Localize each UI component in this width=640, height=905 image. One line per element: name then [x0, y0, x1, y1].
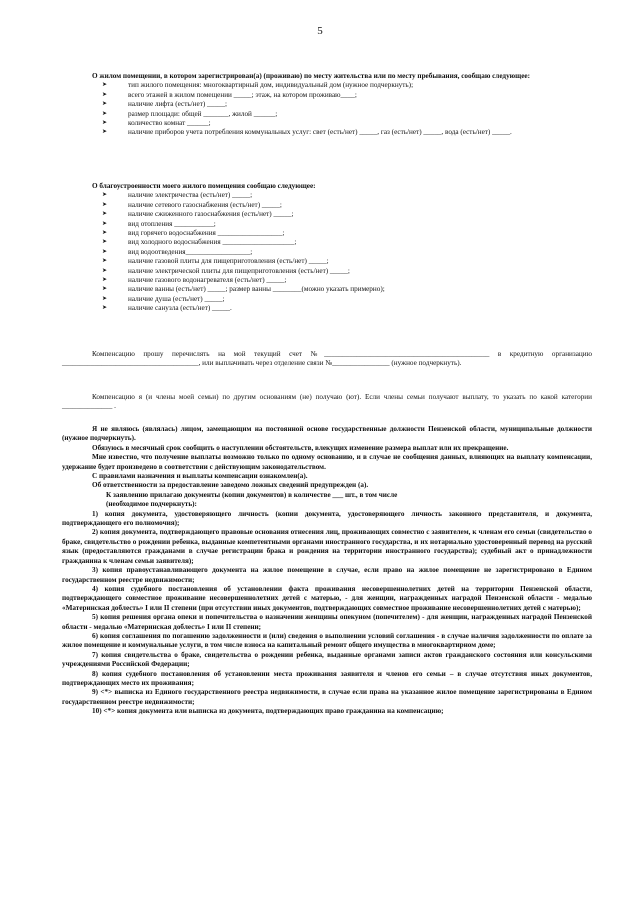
document-item: 3) копия правоустанавливающего документа на жилое помещение в случае, если право на жилое помещение не зарегистрировано в Едином государственном реестре недвижимости; — [62, 566, 592, 584]
document-item: 4) копия судебного постановления об установлении факта проживания несовершеннолетних детей на территории Пензенской области, подтверждающего совместное проживание несовершеннолетних детей с матерью, - для женщин, награжденных наградой Пензенской области - медалью «Материнская доблесть» I или II степени (при отсутствии иных документов, подтверждающих совместное проживание несовершеннолетних детей с матерью); — [62, 584, 592, 612]
list-item: ➤ вид отопления ___________; — [102, 219, 216, 228]
list-item: ➤ наличие газовой плиты для пищеприготовления (есть/нет) _____; — [102, 257, 329, 266]
arrow-bullet-icon: ➤ — [102, 110, 108, 117]
arrow-bullet-icon: ➤ — [102, 277, 108, 284]
arrow-bullet-icon: ➤ — [102, 295, 108, 302]
list-item: ➤ наличие газового водонагревателя (есть/нет) _____; — [102, 276, 287, 285]
list-item: ➤ наличие электрической плиты для пищеприготовления (есть/нет) _____; — [102, 266, 350, 275]
list-item: ➤ тип жилого помещения: многоквартирный дом, индивидуальный дом (нужное подчеркнуть); — [102, 81, 414, 90]
compensation-other-block — [62, 393, 592, 412]
document-item: 2) копия документа, подтверждающего правовые основания отнесения лиц, проживающих совместно с заявителем, к членам его семьи (свидетельство о браке, свидетельство о рождении ребенка, выданные компетентными органами иностранного государства, и их нотариально удостоверенный перевод на русский язык (предоставляются гражданами в случае регистрации брака и рождения на территории иностранного государства); судебный акт о принадлежности гражданина к членам семьи заявителя); — [62, 528, 592, 565]
declaration-paragraph: Я не являюсь (являлась) лицом, замещающим на постоянной основе государственные должности Пензенской области, муниципальные должности (нужное подчеркнуть). — [62, 425, 592, 443]
page-number: 5 — [317, 25, 323, 37]
list-item: ➤ вид водоотведения__________________; — [102, 247, 253, 256]
living-section — [62, 72, 592, 138]
list-item: ➤ наличие сжиженного газоснабжения (есть/нет) _____; — [102, 210, 294, 219]
amenities-section — [62, 182, 592, 314]
compensation-transfer-block — [62, 350, 592, 369]
amenities-list — [62, 191, 592, 313]
declaration-paragraph: Об ответственности за предоставление заведомо ложных сведений предупрежден (а). — [92, 481, 369, 490]
declaration-paragraph: С правилами назначения и выплаты компенсации ознакомлен(а). — [92, 472, 308, 481]
list-item: ➤ всего этажей в жилом помещении _____; этаж, на котором проживаю____; — [102, 90, 357, 99]
living-heading: О жилом помещении, в котором зарегистрирован(а) (проживаю) по месту жительства или по месту пребывания, сообщаю следующее: — [92, 72, 531, 80]
document-item: 7) копия свидетельства о браке, свидетельства о рождении ребенка, выданные органами записи актов гражданского состояния или консульскими учреждениями Российской Федерации; — [62, 650, 592, 669]
arrow-bullet-icon: ➤ — [102, 267, 108, 274]
arrow-bullet-icon: ➤ — [102, 230, 108, 237]
list-item: ➤ наличие душа (есть/нет) _____; — [102, 294, 225, 303]
declaration-paragraph: (необходимое подчеркнуть): — [106, 500, 197, 509]
compensation-transfer-text: Компенсацию прошу перечислять на мой текущий счет №______________________________________________ в кредитную организацию ______________________________________, или выплачивать через отделение связи №________________ (нужное подчеркнуть). — [62, 350, 592, 368]
document-item: 8) копия судебного постановления об установлении места проживания заявителя и членов его семьи – в случае отсутствия иных документов, подтверждающих место их проживания; — [62, 669, 592, 687]
list-item: ➤ количество комнат ______; — [102, 119, 211, 128]
arrow-bullet-icon: ➤ — [102, 192, 108, 199]
list-item: ➤ наличие сетевого газоснабжения (есть/нет) _____; — [102, 200, 282, 209]
arrow-bullet-icon: ➤ — [102, 201, 108, 208]
arrow-bullet-icon: ➤ — [102, 91, 108, 98]
list-item: ➤ вид холодного водоснабжения ____________________; — [102, 238, 297, 247]
declaration-paragraph: Обязуюсь в месячный срок сообщить о наступлении обстоятельств, влекущих изменение размера выплат или их прекращение. — [92, 443, 509, 452]
document-item: 5) копия решения органа опеки и попечительства о назначении женщины опекуном (попечителем) - для женщин, награжденных наградой Пензенской области - медалью «Материнская доблесть» I или II степени; — [62, 613, 592, 631]
document-item: 1) копия документа, удостоверяющего личность (копии документа, удостоверяющего личность законного представителя, и документа, подтверждающего его полномочия); — [62, 509, 592, 528]
living-list — [62, 81, 592, 137]
arrow-bullet-icon: ➤ — [102, 248, 108, 255]
document-item: 9) <*> выписка из Единого государственного реестра недвижимости, в случае если права на указанное жилое помещение зарегистрированы в Едином государственном реестре недвижимости; — [62, 688, 592, 706]
arrow-bullet-icon: ➤ — [102, 305, 108, 312]
document-item: 6) копия соглашения по погашению задолженности и (или) сведения о выполнении условий соглашения - в случае наличия задолженности по оплате за жилое помещение и коммунальные услуги, в том числе взноса на капитальный ремонт общего имущества в многоквартирном доме; — [62, 631, 592, 650]
list-item: ➤ размер площади: общей _______, жилой ______; — [102, 109, 278, 118]
document-item: 10) <*> копия документа или выписка из документа, подтверждающих право гражданина на компенсацию; — [92, 707, 444, 716]
documents-list — [62, 510, 592, 717]
list-item: ➤ наличие ванны (есть/нет) _____; размер ванны ________(можно указать примерно); — [102, 285, 385, 294]
list-item: ➤ наличие приборов учета потребления коммунальных услуг: свет (есть/нет) _____, газ (есть/нет) _____, вода (есть/нет) _____. — [102, 128, 512, 137]
arrow-bullet-icon: ➤ — [102, 220, 108, 227]
declarations-section — [62, 425, 592, 717]
arrow-bullet-icon: ➤ — [102, 82, 108, 89]
amenities-heading: О благоустроенности моего жилого помещения сообщаю следующее: — [92, 182, 316, 190]
arrow-bullet-icon: ➤ — [102, 211, 108, 218]
declaration-paragraph: Мне известно, что получение выплаты возможно только по одному основанию, и в случае не сообщения данных, влияющих на выплату компенсации, удержание будет произведено в соответствии с действующим законодательством. — [62, 453, 592, 471]
arrow-bullet-icon: ➤ — [102, 258, 108, 265]
arrow-bullet-icon: ➤ — [102, 239, 108, 246]
list-item: ➤ вид горячего водоснабжения __________________; — [102, 229, 285, 238]
declaration-paragraph: К заявлению прилагаю документы (копии документов) в количестве ___ шт., в том числе — [106, 490, 398, 499]
list-item: ➤ наличие лифта (есть/нет) _____; — [102, 100, 227, 109]
compensation-other-text: Компенсацию я (и члены моей семьи) по другим основаниям (не) получаю (ют). Если члены семьи получают выплату, то указать по какой категории ______________ . — [62, 393, 592, 411]
arrow-bullet-icon: ➤ — [102, 129, 108, 136]
arrow-bullet-icon: ➤ — [102, 101, 108, 108]
list-item: ➤ наличие электричества (есть/нет) _____; — [102, 191, 253, 200]
arrow-bullet-icon: ➤ — [102, 120, 108, 127]
list-item: ➤ наличие санузла (есть/нет) _____. — [102, 304, 232, 313]
arrow-bullet-icon: ➤ — [102, 286, 108, 293]
